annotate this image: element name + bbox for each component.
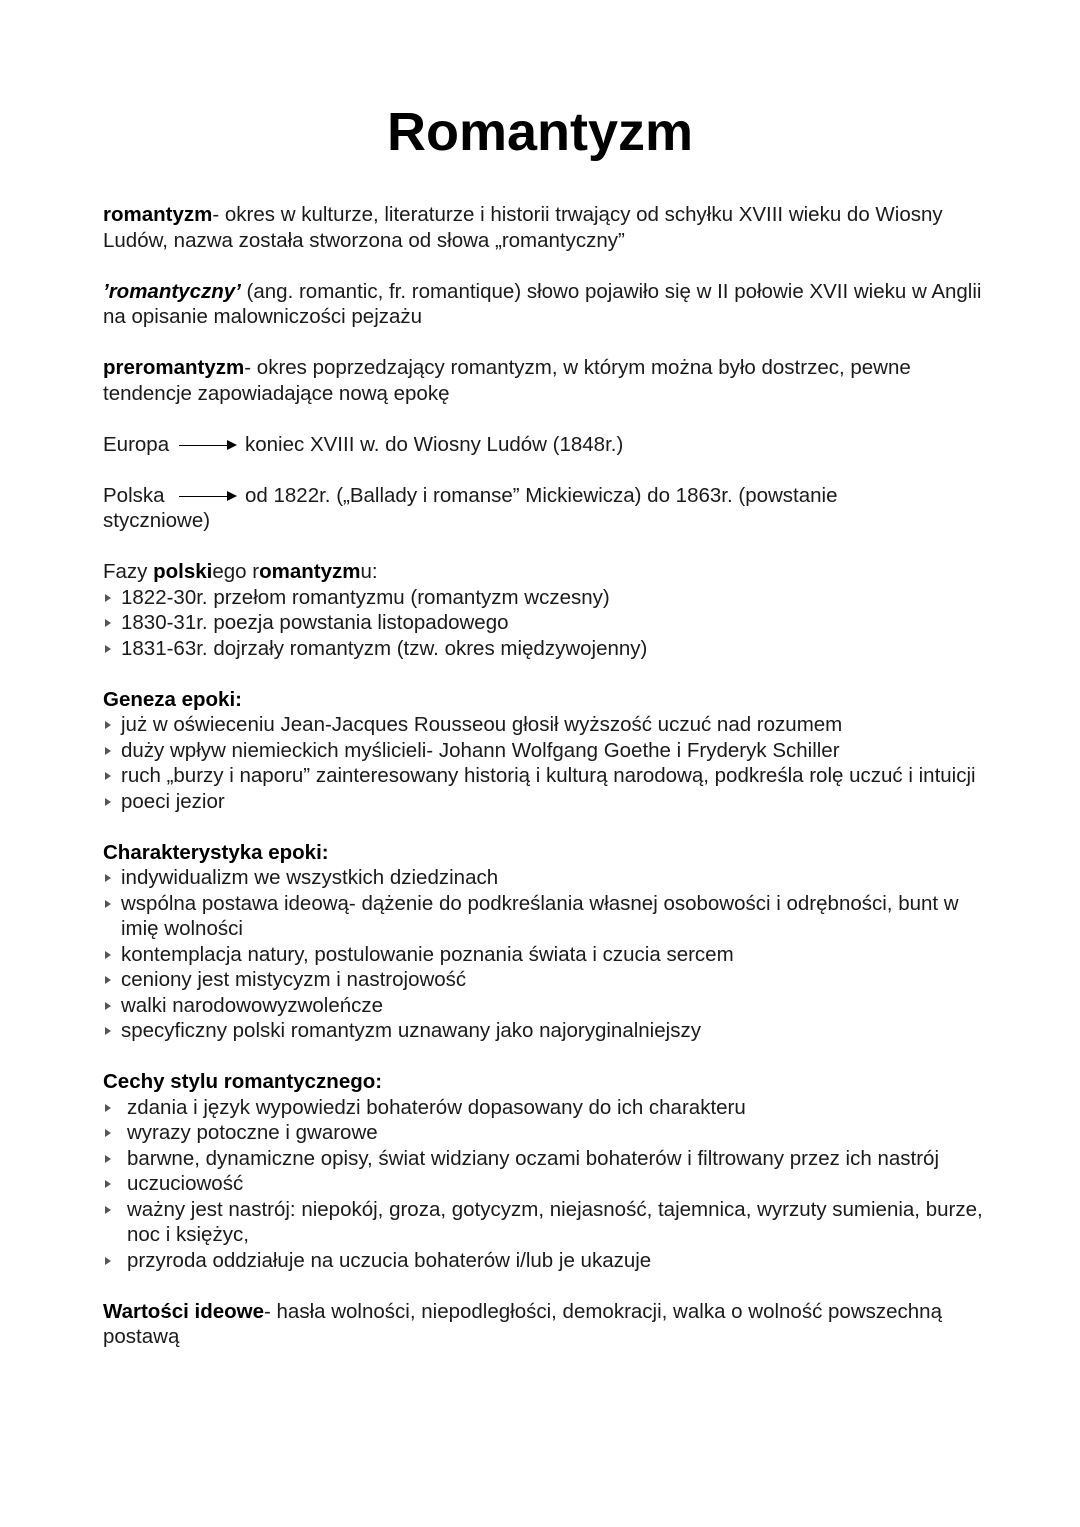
list-item: zdania i język wypowiedzi bohaterów dopasowany do ich charakteru xyxy=(103,1095,983,1121)
values-term: Wartości ideowe xyxy=(103,1299,264,1323)
list-item: poeci jezior xyxy=(103,789,983,815)
definition-romantyczny xyxy=(103,279,983,330)
style-section xyxy=(103,1069,983,1273)
definition-preromantyzm xyxy=(103,355,983,406)
page-title: Romantyzm xyxy=(386,102,694,162)
timeline-polska-label: Polska xyxy=(103,483,165,507)
genesis-heading: Geneza epoki: xyxy=(103,687,242,711)
term-preromantyzm: preromantyzm xyxy=(103,356,245,379)
list-item: wspólna postawa ideową- dążenie do podkreślania własnej osobowości i odrębności, bunt w imię wolności xyxy=(103,891,983,942)
genesis-section xyxy=(103,687,983,815)
characteristics-list xyxy=(103,865,983,1044)
definition-romantyzm xyxy=(103,202,983,253)
document-content xyxy=(103,202,983,1350)
term-romantyzm: romantyzm xyxy=(103,203,213,226)
phases-list xyxy=(103,585,983,662)
definition-preromantyzm-text: - okres poprzedzający romantyzm, w którym można było dostrzec, pewne tendencje zapowiadające nową epokę xyxy=(103,356,911,405)
timeline-europa-label: Europa xyxy=(103,432,170,456)
list-item: 1831-63r. dojrzały romantyzm (tzw. okres międzywojenny) xyxy=(103,636,983,662)
style-heading: Cechy stylu romantycznego: xyxy=(103,1070,383,1093)
characteristics-heading: Charakterystyka epoki: xyxy=(103,840,329,864)
list-item: 1822-30r. przełom romantyzmu (romantyzm wczesny) xyxy=(103,585,983,611)
list-item: wyrazy potoczne i gwarowe xyxy=(103,1120,983,1146)
values-text: - hasła wolności, niepodległości, demokracji, walka o wolność powszechną postawą xyxy=(103,1299,942,1348)
list-item: ceniony jest mistycyzm i nastrojowość xyxy=(103,967,983,993)
list-item: już w oświeceniu Jean-Jacques Rousseou głosił wyższość uczuć nad rozumem xyxy=(103,712,983,738)
phases-intro: Fazy polskiego romantyzmu: xyxy=(103,560,378,583)
timeline-europa xyxy=(103,432,983,458)
list-item: walki narodowowyzwoleńcze xyxy=(103,993,983,1019)
definition-romantyzm-text: - okres w kulturze, literaturze i historii trwający od schyłku XVIII wieku do Wiosny Ludów, nazwa została stworzona od słowa „romantyczny” xyxy=(103,203,943,252)
timeline-polska xyxy=(103,483,983,534)
arrow-right-icon xyxy=(179,483,237,509)
timeline-europa-text: koniec XVIII w. do Wiosny Ludów (1848r.) xyxy=(245,432,624,456)
list-item: barwne, dynamiczne opisy, świat widziany oczami bohaterów i filtrowany przez ich nastrój xyxy=(103,1146,983,1172)
characteristics-section xyxy=(103,840,983,1044)
list-item: 1830-31r. poezja powstania listopadowego xyxy=(103,610,983,636)
definition-romantyczny-text: (ang. romantic, fr. romantique) słowo pojawiło się w II połowie XVII wieku w Anglii na opisanie malowniczości pejzażu xyxy=(103,279,982,328)
timeline-polska-text-cont: styczniowe) xyxy=(103,509,211,532)
phases-section xyxy=(103,559,983,661)
values-section xyxy=(103,1299,983,1350)
style-list xyxy=(103,1095,983,1274)
genesis-list xyxy=(103,712,983,814)
arrow-right-icon xyxy=(179,432,237,458)
timeline-polska-text: od 1822r. („Ballady i romanse” Mickiewicza) do 1863r. (powstanie xyxy=(245,483,838,507)
list-item: przyroda oddziałuje na uczucia bohaterów i/lub je ukazuje xyxy=(103,1248,983,1274)
list-item: kontemplacja natury, postulowanie poznania świata i czucia sercem xyxy=(103,942,983,968)
list-item: uczuciowość xyxy=(103,1171,983,1197)
list-item: duży wpływ niemieckich myślicieli- Johann Wolfgang Goethe i Fryderyk Schiller xyxy=(103,738,983,764)
list-item: specyficzny polski romantyzm uznawany jako najoryginalniejszy xyxy=(103,1018,983,1044)
term-romantyczny: ’romantyczny’ xyxy=(103,279,241,303)
list-item: ważny jest nastrój: niepokój, groza, gotycyzm, niejasność, tajemnica, wyrzuty sumienia, burze, noc i księżyc, xyxy=(103,1197,983,1248)
list-item: ruch „burzy i naporu” zainteresowany historią i kulturą narodową, podkreśla rolę uczuć i intuicji xyxy=(103,763,983,789)
list-item: indywidualizm we wszystkich dziedzinach xyxy=(103,865,983,891)
